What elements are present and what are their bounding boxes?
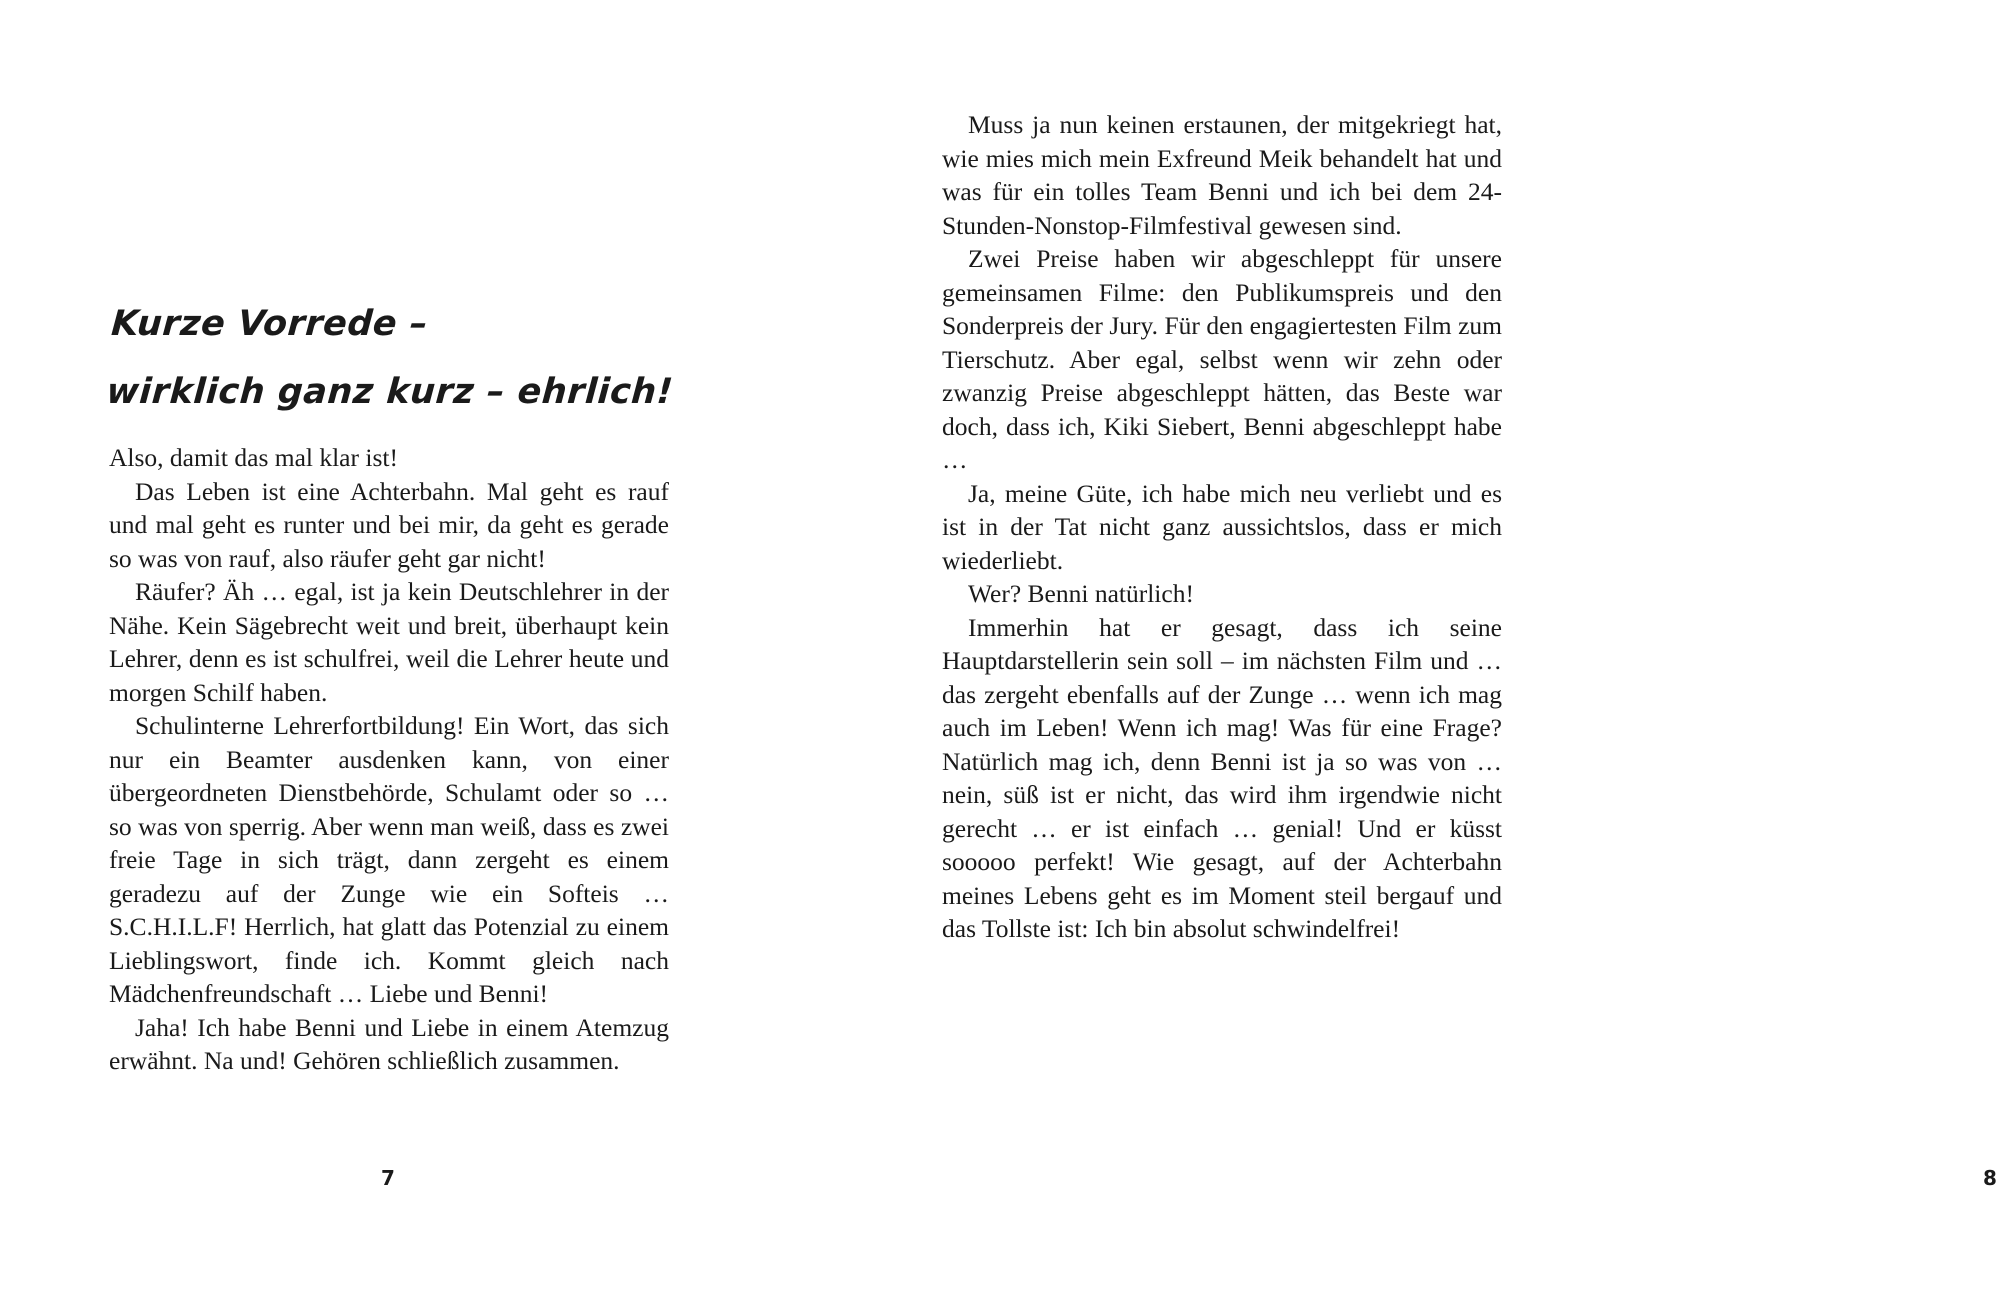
right-page — [800, 0, 1997, 1313]
chapter-heading — [104, 290, 734, 426]
paragraph: Ja, meine Güte, ich habe mich neu verliebt und es ist in der Tat nicht ganz aussichtslos, dass er mich wiederliebt. — [942, 478, 1502, 575]
paragraph: Jaha! Ich habe Benni und Liebe in einem Atemzug erwähnt. Na und! Gehören schließlich zusammen. — [109, 1012, 669, 1075]
paragraph: Das Leben ist eine Achterbahn. Mal geht es rauf und mal geht es runter und bei mir, da geht es gerade so was von rauf, also räufer geht gar nicht! — [109, 476, 669, 573]
page-number: 8 — [1983, 1166, 1997, 1190]
left-page-body — [109, 441, 669, 1078]
paragraph: Also, damit das mal klar ist! — [109, 443, 398, 472]
right-page-body — [942, 108, 1502, 946]
paragraph: Zwei Preise haben wir abgeschleppt für unsere gemeinsamen Filme: den Publikumspreis und den Sonderpreis der Jury. Für den engagiertesten Film zum Tierschutz. Aber egal, selbst wenn wir zehn oder zwanzig Preise abgeschleppt hätten, das Beste war doch, dass ich, Kiki Siebert, Benni abgeschleppt habe … — [942, 244, 1502, 474]
paragraph: Wer? Benni natürlich! — [968, 579, 1194, 608]
chapter-heading-line-2: wirklich ganz kurz – ehrlich! — [105, 372, 675, 412]
paragraph: Schulinterne Lehrerfortbildung! Ein Wort, das sich nur ein Beamter ausdenken kann, von einer übergeordneten Dienstbehörde, Schulamt oder so … so was von sperrig. Aber wenn man weiß, dass es zwei freie Tage in sich trägt, dann zergeht es einem geradezu auf der Zunge wie ein Softeis … S.C.H.I.L.F! Herrlich, hat glatt das Potenzial zu einem Lieblingswort, finde ich. Kommt gleich nach Mädchenfreundschaft … Liebe und Benni! — [109, 711, 669, 1008]
chapter-heading-line-1: Kurze Vorrede – — [109, 304, 430, 344]
page-number: 7 — [381, 1166, 395, 1190]
paragraph: Räufer? Äh … egal, ist ja kein Deutschlehrer in der Nähe. Kein Sägebrecht weit und breit, überhaupt kein Lehrer, denn es ist schulfrei, weil die Lehrer heute und morgen Schilf haben. — [109, 577, 669, 707]
left-page — [0, 0, 800, 1313]
paragraph: Muss ja nun keinen erstaunen, der mitgekriegt hat, wie mies mich mein Exfreund Meik behandelt hat und was für ein tolles Team Benni und ich bei dem 24-Stunden-Nonstop-Filmfestival gewesen sind. — [942, 110, 1502, 240]
paragraph: Immerhin hat er gesagt, dass ich seine Hauptdarstellerin sein soll – im nächsten Film und … das zergeht ebenfalls auf der Zunge … wenn ich mag auch im Leben! Wenn ich mag! Was für eine Frage? Natürlich mag ich, denn Benni ist ja so was von … nein, süß ist er nicht, das wird ihm irgendwie nicht gerecht … er ist einfach … genial! Und er küsst sooooo perfekt! Wie gesagt, auf der Achterbahn meines Lebens geht es im Moment steil bergauf und das Tollste ist: Ich bin absolut schwindelfrei! — [942, 612, 1502, 943]
